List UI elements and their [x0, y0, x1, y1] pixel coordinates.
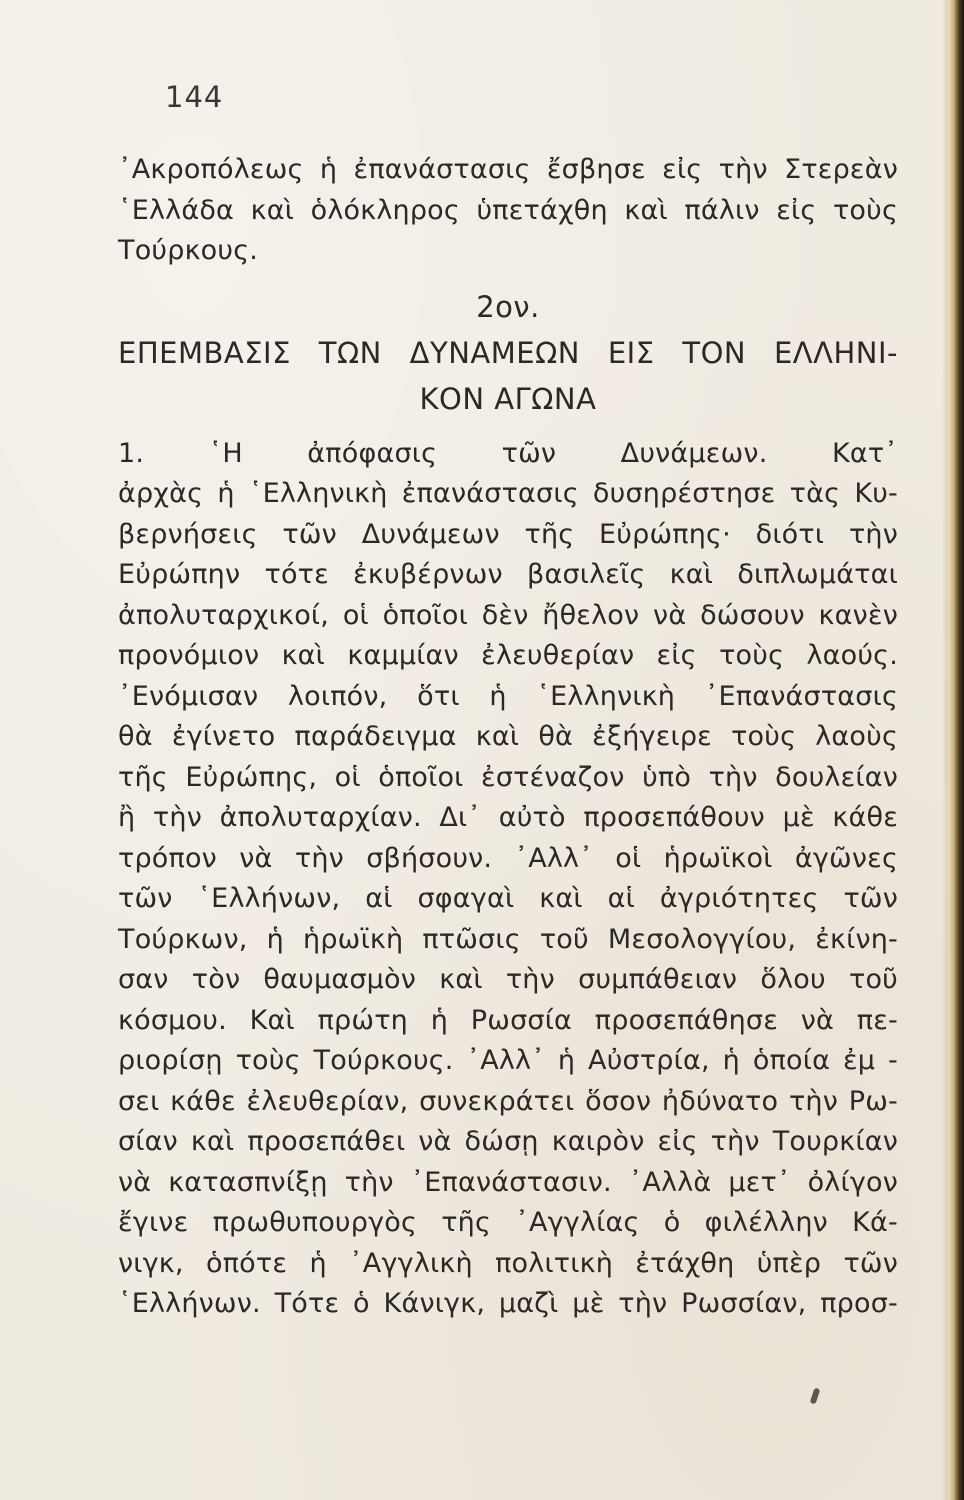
text-line: κόσμου. Καὶ πρώτη ἡ Ρωσσία προσεπάθησε νὰ πε-: [118, 1004, 898, 1036]
section-title-line: ΕΠΕΜΒΑΣΙΣ ΤΩΝ ΔΥΝΑΜΕΩΝ ΕΙΣ ΤΟΝ ΕΛΛΗΝΙ-: [118, 335, 898, 370]
book-binding-edge: [948, 0, 964, 1500]
page-text: [118, 150, 898, 1325]
text-line: ἢ τὴν ἀπολυταρχίαν. Δι᾿ αὐτὸ προσεπάθουν μὲ κάθε: [118, 802, 898, 833]
text-line: ἔγινε πρωθυπουργὸς τῆς ᾿Αγγλίας ὁ φιλέλλην Κά-: [118, 1207, 898, 1238]
section-number: 2ον.: [476, 289, 540, 324]
text-line: Τούρκους.: [118, 235, 259, 266]
text-line: ἀπολυταρχικοί, οἱ ὁποῖοι δὲν ἤθελον νὰ δώσουν κανὲν: [118, 599, 898, 631]
text-line: τῆς Εὐρώπης, οἱ ὁποῖοι ἐστέναζον ὑπὸ τὴν δουλείαν: [118, 761, 898, 793]
text-line: 1. ῾Η ἀπόφασις τῶν Δυνάμεων. Κατ᾿: [118, 437, 898, 469]
text-line: νὰ κατασπνίξῃ τὴν ᾿Επανάστασιν. ᾿Αλλὰ μετ᾿ ὀλίγον: [118, 1166, 898, 1198]
text-line: νιγκ, ὁπότε ἡ ᾿Αγγλικὴ πολιτικὴ ἐτάχθη ὑπὲρ τῶν: [118, 1247, 898, 1279]
text-line: ῾Ελλήνων. Τότε ὁ Κάνιγκ, μαζὶ μὲ τὴν Ρωσσίαν, προσ-: [118, 1288, 898, 1319]
page-number: 144: [165, 80, 224, 114]
text-line: τῶν ῾Ελλήνων, αἱ σφαγαὶ καὶ αἱ ἀγριότητες τῶν: [118, 883, 898, 914]
text-line: θὰ ἐγίνετο παράδειγμα καὶ θὰ ἐξήγειρε τοὺς λαοὺς: [118, 721, 898, 752]
text-line: τρόπον νὰ τὴν σβήσουν. ᾿Αλλ᾿ οἱ ἡρωϊκοὶ ἀγῶνες: [118, 842, 898, 874]
text-line: ᾿Ακροπόλεως ἡ ἐπανάστασις ἔσβησε εἰς τὴν Στερεὰν: [118, 154, 898, 185]
text-line: ριορίσῃ τοὺς Τούρκους. ᾿Αλλ᾿ ἡ Αὐστρία, ἡ ὁποία ἐμ -: [118, 1045, 898, 1076]
text-line: ἀρχὰς ἡ ῾Ελληνικὴ ἐπανάστασις δυσηρέστησε τὰς Κυ-: [118, 478, 898, 509]
text-line: βερνήσεις τῶν Δυνάμεων τῆς Εὐρώπης· διότι τὴν: [118, 518, 898, 550]
text-line: ᾿Ενόμισαν λοιπόν, ὅτι ἡ ῾Ελληνικὴ ᾿Επανάστασις: [118, 680, 898, 712]
text-line: ῾Ελλάδα καὶ ὁλόκληρος ὑπετάχθη καὶ πάλιν εἰς τοὺς: [118, 194, 898, 226]
text-line: Εὐρώπην τότε ἐκυβέρνων βασιλεῖς καὶ διπλωμάται: [118, 559, 898, 590]
text-line: Τούρκων, ἡ ἡρωϊκὴ πτῶσις τοῦ Μεσολογγίου, ἐκίνη-: [118, 923, 898, 955]
text-line: σίαν καὶ προσεπάθει νὰ δώσῃ καιρὸν εἰς τὴν Τουρκίαν: [118, 1126, 898, 1157]
section-title-line: ΚΟΝ ΑΓΩΝΑ: [419, 381, 597, 416]
text-line: σαν τὸν θαυμασμὸν καὶ τὴν συμπάθειαν ὅλου τοῦ: [118, 964, 898, 995]
text-line: σει κάθε ἐλευθερίαν, συνεκράτει ὅσον ἠδύνατο τὴν Ρω-: [118, 1085, 898, 1117]
text-line: προνόμιον καὶ καμμίαν ἐλευθερίαν εἰς τοὺς λαούς.: [118, 640, 898, 671]
